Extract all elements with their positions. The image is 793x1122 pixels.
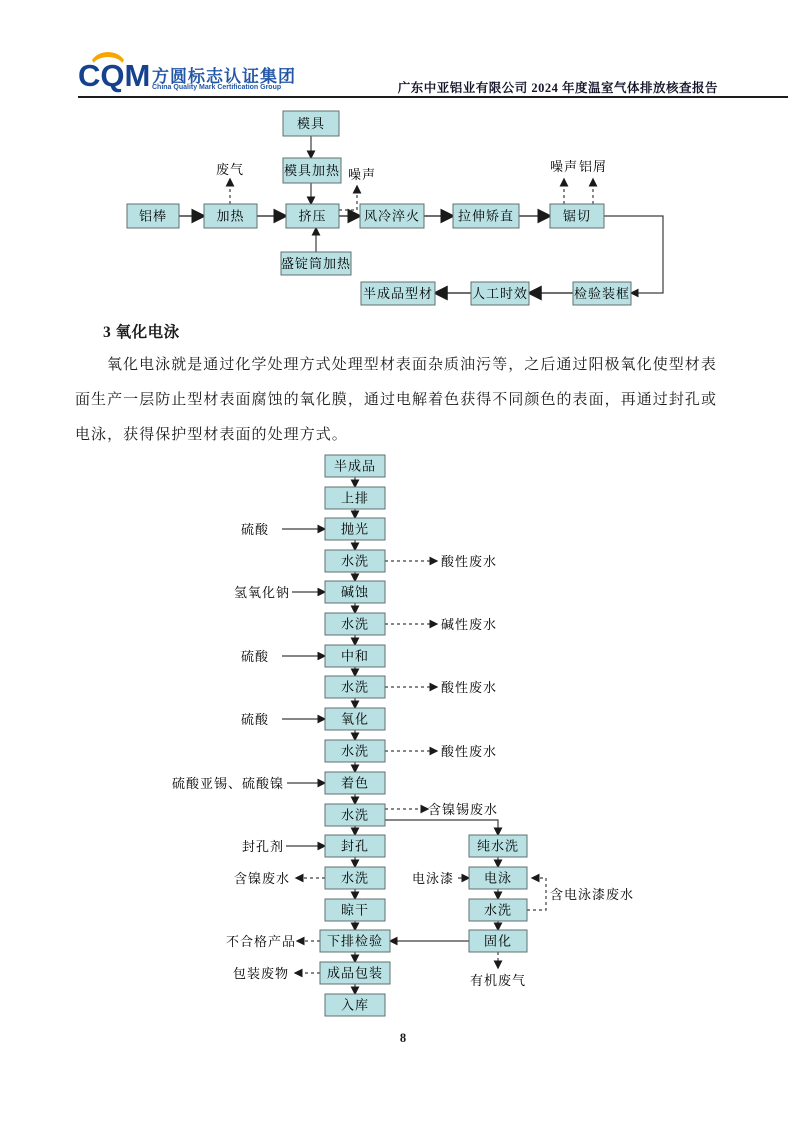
flow-node-label-inspect-frame: 检验装框 bbox=[573, 286, 631, 301]
flow-node-label-air-dry: 晾干 bbox=[340, 902, 370, 918]
flow-node-label-rinse-5: 水洗 bbox=[340, 807, 370, 823]
extrusion-process-flowchart bbox=[127, 111, 663, 305]
flow-annotation-sulfuric-acid-1: 硫酸 bbox=[240, 522, 270, 537]
flow-annotation-acid-wastewater-2: 酸性废水 bbox=[440, 680, 498, 695]
flow-annotation-waste-gas: 废气 bbox=[215, 162, 245, 177]
flow-node-label-rack-up: 上排 bbox=[340, 490, 370, 506]
flow-node-label-rinse-6: 水洗 bbox=[340, 870, 370, 886]
flow-node-label-curing: 固化 bbox=[483, 933, 513, 949]
cqm-logo: CQM bbox=[78, 58, 151, 93]
flow-node-label-product-packing: 成品包装 bbox=[326, 965, 384, 981]
flow-annotation-acid-wastewater-1: 酸性废水 bbox=[440, 554, 498, 569]
flow-node-label-stretch-straighten: 拉伸矫直 bbox=[457, 208, 515, 224]
page-number: 8 bbox=[399, 1031, 407, 1045]
flow-annotation-packing-waste: 包装废物 bbox=[232, 966, 290, 981]
report-header-title: 广东中亚铝业有限公司 2024 年度温室气体排放核查报告 bbox=[397, 81, 718, 95]
flow-node-label-semi-profile: 半成品型材 bbox=[362, 286, 434, 301]
flow-edge bbox=[339, 186, 357, 210]
flow-node-label-sawing: 锯切 bbox=[562, 208, 592, 224]
flow-node-label-heating: 加热 bbox=[216, 208, 245, 224]
flow-annotation-ep-paint: 电泳漆 bbox=[411, 871, 455, 886]
paragraph-line: 面生产一层防止型材表面腐蚀的氧化膜，通过电解着色获得不同颜色的表面，再通过封孔或 bbox=[75, 392, 718, 408]
flow-node-label-rinse-1: 水洗 bbox=[340, 553, 370, 569]
flow-annotation-sulfuric-acid-2: 硫酸 bbox=[240, 649, 270, 664]
flow-node-label-air-quench: 风冷淬火 bbox=[363, 208, 421, 224]
flow-node-label-mold-heating: 模具加热 bbox=[283, 163, 341, 178]
flow-node-label-alkali-etch: 碱蚀 bbox=[340, 584, 370, 600]
flow-node-label-mold: 模具 bbox=[296, 116, 326, 131]
paragraph-line: 氧化电泳就是通过化学处理方式处理型材表面杂质油污等，之后通过阳极氧化使型材表 bbox=[107, 357, 717, 373]
flow-annotation-rejected-product: 不合格产品 bbox=[225, 934, 297, 949]
flow-annotation-tin-nickel-sulfate: 硫酸亚锡、硫酸镍 bbox=[171, 776, 285, 791]
flow-annotation-sodium-hydroxide: 氢氧化钠 bbox=[233, 585, 291, 600]
flow-annotation-organic-waste-gas: 有机废气 bbox=[469, 973, 527, 988]
flow-edge bbox=[385, 820, 498, 835]
flow-annotation-sealing-agent: 封孔剂 bbox=[241, 839, 285, 854]
cqm-logo-chinese-name: 方圆标志认证集团 bbox=[152, 67, 296, 86]
oxidation-electrophoresis-flowchart bbox=[172, 455, 634, 1016]
flow-node-label-coloring: 着色 bbox=[340, 775, 370, 791]
flow-annotation-alkali-wastewater: 碱性废水 bbox=[440, 617, 498, 632]
flow-node-label-container-heating: 盛锭筒加热 bbox=[280, 256, 352, 271]
flow-annotation-al-chips: 铝屑 bbox=[578, 159, 608, 174]
flow-node-label-rack-down-inspect: 下排检验 bbox=[326, 933, 384, 949]
flow-node-label-sealing: 封孔 bbox=[340, 838, 370, 854]
flow-node-label-rinse-3: 水洗 bbox=[340, 679, 370, 695]
flow-node-label-extrusion: 挤压 bbox=[298, 208, 327, 224]
flow-edge bbox=[604, 216, 663, 293]
section-heading: 3 氧化电泳 bbox=[103, 324, 180, 341]
flow-annotation-ep-paint-wastewater: 含电泳漆废水 bbox=[549, 887, 635, 902]
flow-node-label-neutralize: 中和 bbox=[340, 648, 370, 664]
flow-node-label-semi-product: 半成品 bbox=[333, 458, 377, 474]
flow-node-label-artificial-aging: 人工时效 bbox=[471, 286, 529, 301]
flow-node-label-rinse-4: 水洗 bbox=[340, 743, 370, 759]
flow-node-label-oxidation: 氧化 bbox=[340, 711, 370, 727]
cqm-logo-english-name: China Quality Mark Certification Group bbox=[152, 84, 282, 91]
flow-annotation-ni-sn-wastewater: 含镍锡废水 bbox=[427, 802, 499, 817]
flow-node-label-electrophoresis: 电泳 bbox=[483, 870, 513, 886]
flow-annotation-sulfuric-acid-3: 硫酸 bbox=[240, 712, 270, 727]
flow-edge bbox=[527, 878, 546, 910]
flow-node-label-polishing: 抛光 bbox=[340, 521, 370, 537]
flow-annotation-ni-wastewater: 含镍废水 bbox=[233, 871, 291, 886]
paragraph-line: 电泳，获得保护型材表面的处理方式。 bbox=[75, 427, 348, 443]
flow-node-label-warehouse: 入库 bbox=[340, 997, 370, 1013]
flow-node-label-rinse-2: 水洗 bbox=[340, 616, 370, 632]
flow-node-label-pure-rinse: 纯水洗 bbox=[476, 838, 520, 854]
flow-node-label-al-rod: 铝棒 bbox=[138, 208, 168, 224]
flow-node-label-rinse-7: 水洗 bbox=[483, 902, 513, 918]
flow-annotation-noise-1: 噪声 bbox=[347, 167, 377, 182]
flow-annotation-acid-wastewater-3: 酸性废水 bbox=[440, 744, 498, 759]
flow-annotation-noise-2: 噪声 bbox=[549, 159, 579, 174]
